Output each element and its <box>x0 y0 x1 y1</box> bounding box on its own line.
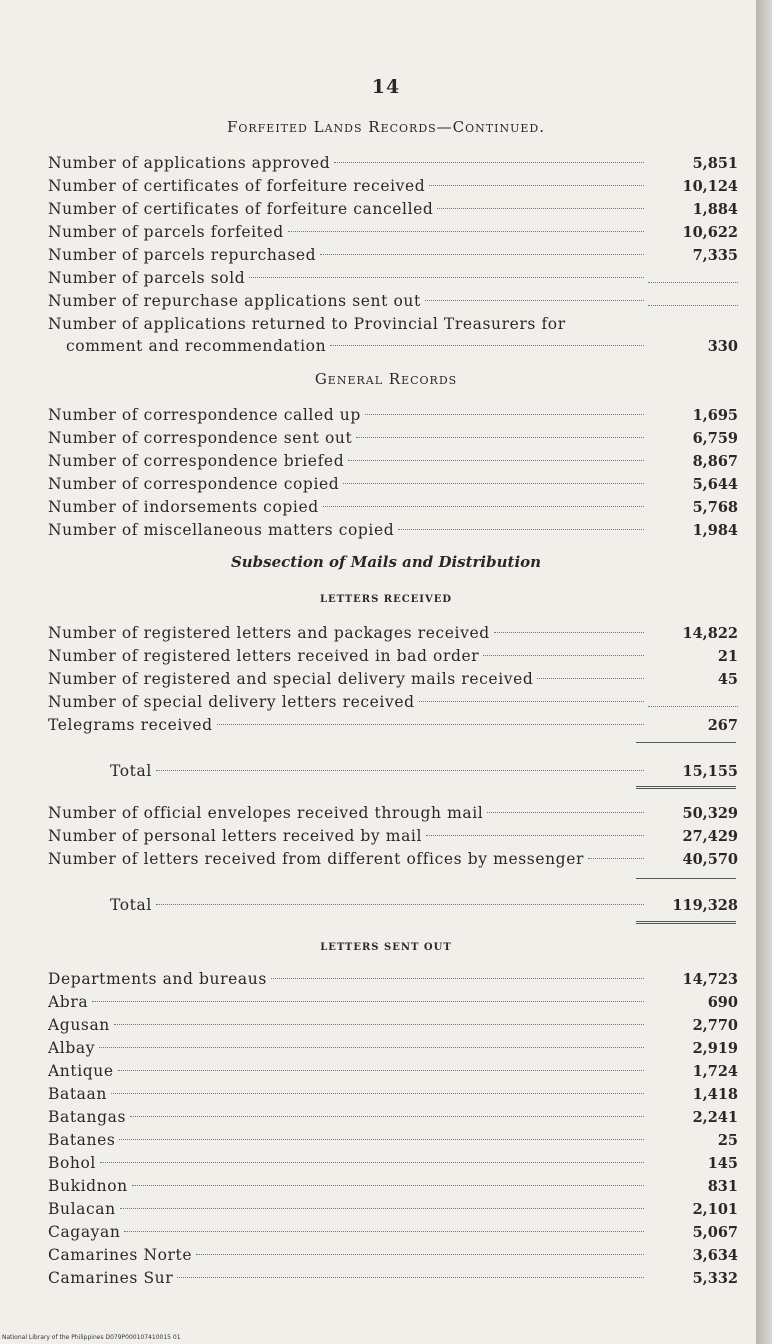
row-label: Number of certificates of forfeiture cancelled <box>48 200 434 218</box>
row-label-continued: comment and recommendation <box>66 337 327 355</box>
row-value: 14,723 <box>682 971 738 988</box>
leader-dots <box>537 678 644 679</box>
list-item <box>48 691 738 713</box>
row-value: 25 <box>717 1132 738 1149</box>
list-item <box>48 802 738 824</box>
row-value: 5,768 <box>692 499 738 516</box>
leader-dots <box>249 277 644 278</box>
row-value: 690 <box>707 994 738 1011</box>
leader-dots <box>356 437 644 438</box>
row-label: Telegrams received <box>48 716 213 734</box>
row-label: Number of miscellaneous matters copied <box>48 521 395 539</box>
row-value: 1,724 <box>692 1063 738 1080</box>
row-label: Number of parcels repurchased <box>48 246 317 264</box>
leader-dots <box>118 1070 644 1071</box>
total-value: 119,328 <box>672 897 738 914</box>
total-double-rule <box>636 786 736 789</box>
list-item <box>48 152 738 174</box>
row-value: 831 <box>707 1178 738 1195</box>
page-edge <box>756 0 772 1344</box>
list-item <box>48 1037 738 1059</box>
list-item <box>48 668 738 690</box>
leader-dots <box>132 1185 644 1186</box>
list-item <box>48 1175 738 1197</box>
row-label: Number of applications returned to Provincial Treasurers for <box>48 315 566 333</box>
list-item <box>48 848 738 870</box>
list-item <box>48 198 738 220</box>
row-label: Cagayan <box>48 1223 121 1241</box>
section-heading-forfeited: Forfeited Lands Records—Continued. <box>226 118 546 136</box>
row-value: 8,867 <box>692 453 738 470</box>
list-item <box>48 290 738 312</box>
row-value: 267 <box>707 717 738 734</box>
total-value: 15,155 <box>682 763 738 780</box>
leader-dots <box>217 724 644 725</box>
list-item <box>48 244 738 266</box>
list-item <box>48 267 738 289</box>
subheading-letters-received: LETTERS RECEIVED <box>319 594 453 605</box>
row-value: 27,429 <box>682 828 738 845</box>
list-item <box>48 1060 738 1082</box>
archive-footer: National Library of the Philippines D079P000107410015 01 <box>2 1334 181 1341</box>
leader-dots <box>92 1001 644 1002</box>
total-row <box>48 760 738 782</box>
list-item <box>48 404 738 426</box>
row-label: Number of letters received from different offices by messenger <box>48 850 584 868</box>
row-label: Bukidnon <box>48 1177 128 1195</box>
row-label: Number of applications approved <box>48 154 331 172</box>
page-number: 14 <box>371 76 401 98</box>
leader-dots <box>177 1277 644 1278</box>
leader-dots <box>429 185 644 186</box>
leader-dots <box>124 1231 644 1232</box>
row-label: Number of parcels sold <box>48 269 246 287</box>
row-label: Number of special delivery letters received <box>48 693 415 711</box>
section-heading-general: General Records <box>314 370 458 388</box>
row-label: Antique <box>48 1062 114 1080</box>
list-item <box>48 450 738 472</box>
total-label: Total <box>110 896 152 914</box>
row-value: 10,124 <box>682 178 738 195</box>
leader-dots <box>196 1254 644 1255</box>
list-item <box>48 1106 738 1128</box>
row-label: Number of correspondence sent out <box>48 429 353 447</box>
row-label: Number of indorsements copied <box>48 498 319 516</box>
row-label: Batanes <box>48 1131 116 1149</box>
row-value: 5,644 <box>692 476 738 493</box>
list-item <box>48 825 738 847</box>
leader-dots <box>288 231 644 232</box>
list-item <box>48 496 738 518</box>
leader-dots <box>419 701 644 702</box>
leader-dots <box>100 1162 644 1163</box>
list-item <box>48 1014 738 1036</box>
list-item <box>48 1198 738 1220</box>
list-item <box>48 473 738 495</box>
row-value: 1,695 <box>692 407 738 424</box>
leader-dots <box>99 1047 644 1048</box>
total-row <box>48 894 738 916</box>
leader-dots <box>130 1116 644 1117</box>
row-value: 45 <box>717 671 738 688</box>
row-value: 2,919 <box>692 1040 738 1057</box>
subheading-letters-sent-out: LETTERS SENT OUT <box>320 942 452 953</box>
list-item <box>48 221 738 243</box>
row-value: 1,884 <box>692 201 738 218</box>
leader-dots <box>494 632 644 633</box>
leader-dots <box>120 1208 644 1209</box>
list-item <box>48 519 738 541</box>
list-item <box>48 1244 738 1266</box>
row-label: Number of registered letters received in bad order <box>48 647 480 665</box>
leader-dots <box>365 414 644 415</box>
row-value: 21 <box>717 648 738 665</box>
total-label: Total <box>110 762 152 780</box>
leader-dots <box>487 812 644 813</box>
row-value: 6,759 <box>692 430 738 447</box>
leader-dots <box>111 1093 644 1094</box>
row-label: Number of official envelopes received through mail <box>48 804 484 822</box>
leader-dots <box>334 162 644 163</box>
row-label: Abra <box>48 993 89 1011</box>
leader-dots <box>348 460 644 461</box>
sum-rule <box>636 878 736 879</box>
list-item <box>48 1083 738 1105</box>
list-item <box>48 1129 738 1151</box>
leader-dots <box>323 506 644 507</box>
row-label: Number of registered letters and packages received <box>48 624 490 642</box>
row-label: Number of correspondence briefed <box>48 452 345 470</box>
leader-dots <box>425 300 644 301</box>
row-value: 5,851 <box>692 155 738 172</box>
row-label: Albay <box>48 1039 96 1057</box>
list-item <box>48 714 738 736</box>
row-label: Number of personal letters received by mail <box>48 827 423 845</box>
row-label: Batangas <box>48 1108 127 1126</box>
row-value: 2,241 <box>692 1109 738 1126</box>
total-double-rule <box>636 921 736 924</box>
leader-dots <box>114 1024 644 1025</box>
leader-dots <box>320 254 644 255</box>
row-label: Camarines Norte <box>48 1246 193 1264</box>
list-item <box>48 427 738 449</box>
sum-rule <box>636 742 736 743</box>
row-value: 145 <box>707 1155 738 1172</box>
leader-dots <box>330 345 644 346</box>
leader-dots <box>398 529 644 530</box>
list-item <box>48 991 738 1013</box>
row-value <box>648 295 738 306</box>
list-item <box>48 175 738 197</box>
row-label: Number of correspondence called up <box>48 406 361 424</box>
leader-dots <box>588 858 644 859</box>
row-value: 3,634 <box>692 1247 738 1264</box>
row-value: 5,067 <box>692 1224 738 1241</box>
leader-dots <box>343 483 644 484</box>
row-label: Number of certificates of forfeiture received <box>48 177 426 195</box>
row-label: Agusan <box>48 1016 110 1034</box>
row-value: 50,329 <box>682 805 738 822</box>
row-value: 1,984 <box>692 522 738 539</box>
row-label: Bohol <box>48 1154 96 1172</box>
row-value: 40,570 <box>682 851 738 868</box>
list-item <box>48 1267 738 1289</box>
row-label: Bataan <box>48 1085 107 1103</box>
row-label: Number of repurchase applications sent out <box>48 292 421 310</box>
row-value: 2,101 <box>692 1201 738 1218</box>
row-value: 2,770 <box>692 1017 738 1034</box>
row-value: 14,822 <box>682 625 738 642</box>
section-heading-mails: Subsection of Mails and Distribution <box>230 553 542 571</box>
row-label: Number of registered and special delivery mails received <box>48 670 534 688</box>
row-value <box>648 272 738 283</box>
list-item <box>48 1152 738 1174</box>
row-label: Departments and bureaus <box>48 970 267 988</box>
leader-dots <box>119 1139 644 1140</box>
row-value: 330 <box>707 338 738 355</box>
list-item <box>48 968 738 990</box>
row-value: 1,418 <box>692 1086 738 1103</box>
row-value <box>648 696 738 707</box>
leader-dots <box>156 770 644 771</box>
row-value: 10,622 <box>682 224 738 241</box>
leader-dots <box>156 904 644 905</box>
leader-dots <box>426 835 644 836</box>
row-label: Bulacan <box>48 1200 116 1218</box>
leader-dots <box>437 208 644 209</box>
leader-dots <box>483 655 644 656</box>
leader-dots <box>271 978 644 979</box>
list-item <box>48 1221 738 1243</box>
row-label: Number of correspondence copied <box>48 475 340 493</box>
row-value: 7,335 <box>692 247 738 264</box>
row-label: Number of parcels forfeited <box>48 223 284 241</box>
list-item <box>48 622 738 644</box>
list-item <box>48 645 738 667</box>
list-item <box>48 313 738 357</box>
row-label: Camarines Sur <box>48 1269 174 1287</box>
row-value: 5,332 <box>692 1270 738 1287</box>
